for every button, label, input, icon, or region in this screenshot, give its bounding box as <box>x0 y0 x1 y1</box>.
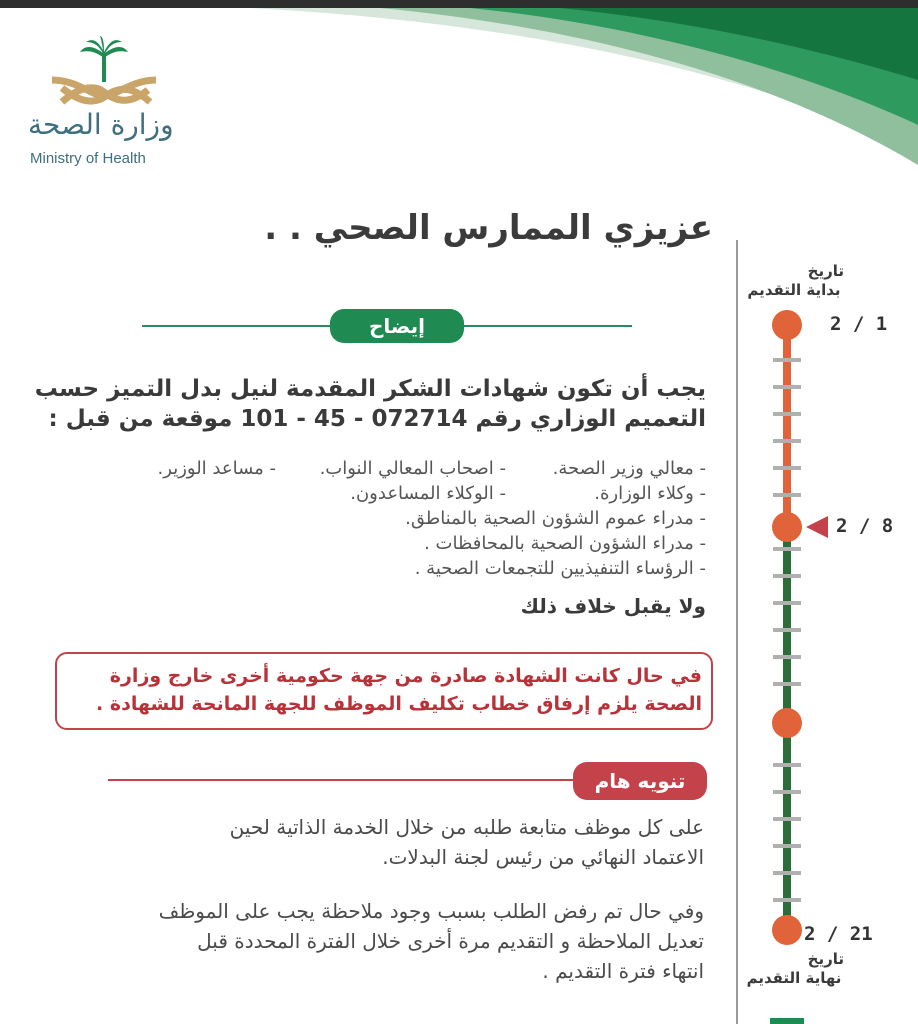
important-rule <box>108 779 576 781</box>
page-title: عزيزي الممارس الصحي . . <box>264 208 713 248</box>
timeline-tick <box>773 439 801 443</box>
start-label-line: تاريخ <box>807 262 844 280</box>
note-rejection <box>44 896 704 986</box>
note-line: وفي حال تم رفض الطلب بسبب وجود ملاحظة يجب على الموظف <box>158 899 704 923</box>
timeline-mid-dot <box>772 708 802 738</box>
timeline-tick <box>773 601 801 605</box>
signers-row <box>46 506 706 531</box>
timeline-tick <box>773 547 801 551</box>
timeline-tick <box>773 466 801 470</box>
signers-row <box>46 456 706 481</box>
signers-row <box>46 556 706 581</box>
timeline-tick <box>773 682 801 686</box>
timeline-tick <box>773 763 801 767</box>
note-line: على كل موظف متابعة طلبه من خلال الخدمة الذاتية لحين <box>229 815 704 839</box>
intro-line: التعميم الوزاري رقم 072714 - 45 - 101 موقعة من قبل : <box>48 406 706 432</box>
signers-row <box>46 531 706 556</box>
timeline-ticks <box>773 358 801 902</box>
end-label-line: نهاية التقديم <box>746 969 842 987</box>
timeline-tick <box>773 898 801 902</box>
timeline-tick <box>773 871 801 875</box>
warning-line: الصحة يلزم إرفاق خطاب تكليف الموظف للجهة المانحة للشهادة . <box>96 693 702 715</box>
signer-item: - مدراء عموم الشؤون الصحية بالمناطق. <box>405 508 706 529</box>
logo-english-text: Ministry of Health <box>30 150 146 167</box>
section-rule-right <box>462 325 632 327</box>
logo-arabic-text: وزارة الصحة <box>28 108 174 141</box>
section-rule-left <box>142 325 332 327</box>
current-date: 2 / 8 <box>836 515 894 537</box>
timeline-current-dot <box>772 512 802 542</box>
timeline-tick <box>773 574 801 578</box>
divider-line <box>736 240 738 1024</box>
not-accepted-text: ولا يقبل خلاف ذلك <box>520 594 706 618</box>
timeline-tick <box>773 358 801 362</box>
signer-item: - وكلاء الوزارة. <box>594 483 706 504</box>
timeline-tick <box>773 817 801 821</box>
signers-list <box>46 456 706 581</box>
timeline-tick <box>773 655 801 659</box>
note-line: انتهاء فترة التقديم . <box>542 959 704 983</box>
timeline-tick <box>773 412 801 416</box>
warning-line: في حال كانت الشهادة صادرة من جهة حكومية أخرى خارج وزارة <box>109 665 702 687</box>
start-date-label <box>738 262 850 300</box>
note-follow-up <box>44 812 704 872</box>
timeline-segment-remaining <box>783 528 791 930</box>
current-date-marker-icon <box>806 516 828 538</box>
note-line: الاعتماد النهائي من رئيس لجنة البدلات. <box>382 845 704 869</box>
timeline-tick <box>773 628 801 632</box>
note-line: تعديل الملاحظة و التقديم مرة أخرى خلال الفترة المحددة قبل <box>197 929 704 953</box>
section-label-pill: إيضاح <box>330 309 464 343</box>
warning-text <box>62 662 702 718</box>
signer-item: - مساعد الوزير. <box>157 458 276 479</box>
important-label-pill: تنويه هام <box>573 762 707 800</box>
end-date-label <box>738 950 850 988</box>
end-date: 2 / 21 <box>804 923 873 945</box>
intro-line: يجب أن تكون شهادات الشكر المقدمة لنيل بدل التميز حسب <box>34 376 706 402</box>
timeline-tick <box>773 493 801 497</box>
signer-item: - الرؤساء التنفيذيين للتجمعات الصحية . <box>414 558 706 579</box>
timeline-end-dot <box>772 915 802 945</box>
timeline-tick <box>773 385 801 389</box>
start-date: 2 / 1 <box>830 313 888 335</box>
timeline-start-dot <box>772 310 802 340</box>
timeline-segment-elapsed <box>783 325 791 528</box>
signer-item: - مدراء الشؤون الصحية بالمحافظات . <box>424 533 706 554</box>
signer-item: - اصحاب المعالي النواب. <box>319 458 506 479</box>
end-label-line: تاريخ <box>807 950 844 968</box>
signer-item: - الوكلاء المساعدون. <box>350 483 506 504</box>
timeline-tick <box>773 844 801 848</box>
timeline-tick <box>773 790 801 794</box>
signers-row <box>46 481 706 506</box>
start-label-line: بداية التقديم <box>747 281 841 299</box>
signer-item: - معالي وزير الصحة. <box>552 458 706 479</box>
timeline-foot-mark <box>770 1018 804 1024</box>
intro-text <box>26 374 706 434</box>
